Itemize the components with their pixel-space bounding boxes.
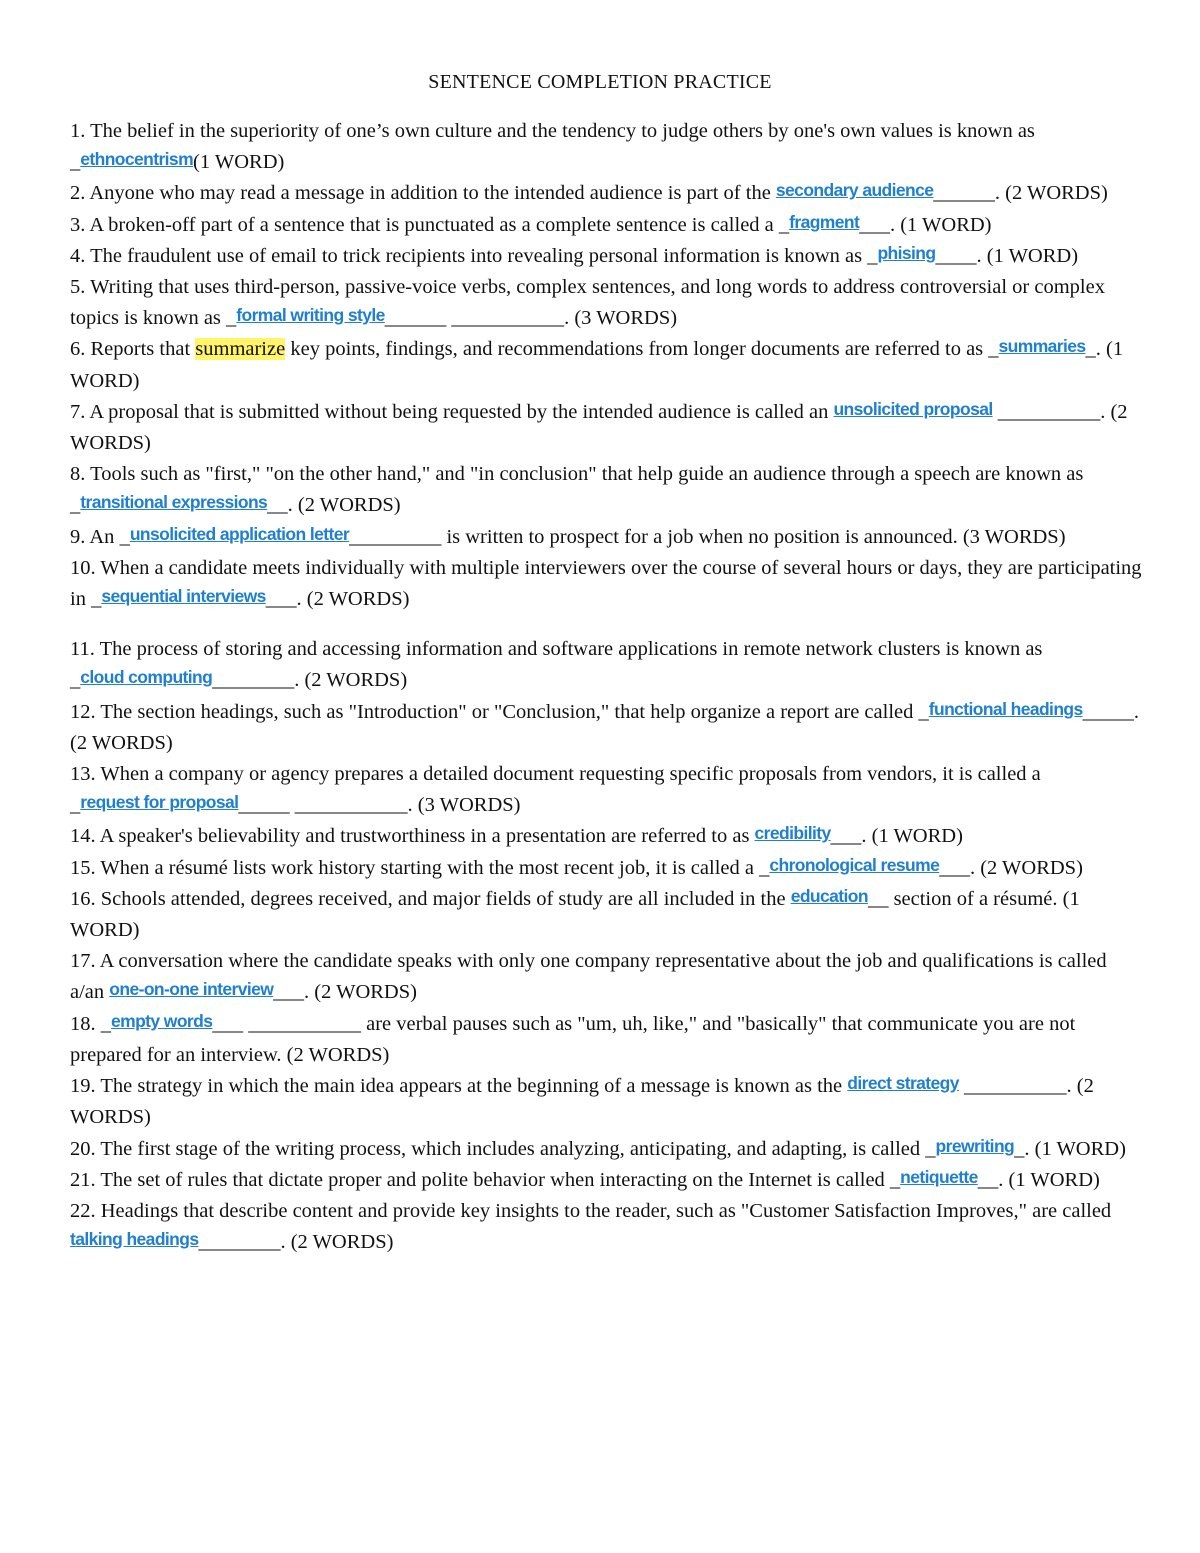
question-suffix: . (1 WORD) bbox=[998, 1168, 1100, 1191]
question-number: 8. bbox=[70, 463, 86, 486]
question-text: A proposal that is submitted without being requested by the intended audience is called an bbox=[89, 400, 834, 423]
question-suffix: are verbal pauses such as "um, uh, like," and "basically" that communicate you are not prepared for an interview. (2 WORDS) bbox=[70, 1012, 1076, 1066]
question-text: The set of rules that dictate proper and polite behavior when interacting on the Internet is called bbox=[100, 1168, 890, 1191]
answer-blank bbox=[100, 1010, 361, 1035]
answer-text: functional headings bbox=[928, 698, 1083, 719]
answer-text: fragment bbox=[789, 211, 860, 232]
blank-line: _ bbox=[918, 700, 929, 723]
question-suffix: . (1 WORD) bbox=[889, 213, 992, 236]
answer-blank bbox=[70, 494, 288, 516]
question-item bbox=[70, 178, 1145, 209]
question-text: When a company or agency prepares a detailed document requesting specific proposals from vendors, it is called a bbox=[100, 763, 1041, 786]
blank-line: _ bbox=[91, 588, 102, 611]
question-number: 17. bbox=[70, 950, 96, 973]
answer-blank bbox=[925, 1135, 1025, 1160]
answer-text: education bbox=[790, 885, 868, 906]
question-suffix: . (2 WORDS) bbox=[969, 856, 1083, 879]
question-item bbox=[70, 241, 1145, 272]
blank-line: _ bbox=[867, 244, 878, 267]
question-item bbox=[70, 116, 1145, 178]
answer-text: prewriting bbox=[935, 1135, 1015, 1156]
question-item bbox=[70, 459, 1145, 521]
question-suffix: . (3 WORDS) bbox=[407, 794, 521, 817]
question-suffix: . (1 WORD) bbox=[976, 244, 1079, 267]
question-text: When a résumé lists work history starting with the most recent job, it is called a bbox=[100, 856, 760, 879]
answer-text: chronological resume bbox=[769, 854, 940, 875]
question-suffix: . (2 WORDS) bbox=[70, 1075, 1094, 1129]
question-text: A speaker's believability and trustworthiness in a presentation are referred to as bbox=[99, 825, 755, 848]
question-number: 16. bbox=[70, 887, 96, 910]
answer-text: empty words bbox=[111, 1010, 213, 1031]
answer-text: secondary audience bbox=[775, 180, 934, 201]
question-suffix: . (1 WORD) bbox=[1024, 1137, 1126, 1160]
answer-blank bbox=[889, 1166, 999, 1191]
question-suffix: (1 WORD) bbox=[193, 151, 285, 174]
question-text: Schools attended, degrees received, and major fields of study are all included in the bbox=[100, 887, 791, 910]
answer-text: one-on-one interview bbox=[109, 979, 274, 1000]
question-number: 4. bbox=[70, 244, 86, 267]
question-suffix: . (2 WORDS) bbox=[994, 182, 1108, 205]
question-text: The strategy in which the main idea appears at the beginning of a message is known as the bbox=[100, 1075, 848, 1098]
answer-text: unsolicited proposal bbox=[833, 398, 993, 419]
answer-blank bbox=[790, 885, 889, 910]
blank-line: __ bbox=[977, 1168, 999, 1191]
answer-blank bbox=[778, 211, 890, 236]
answer-text: cloud computing bbox=[80, 667, 213, 688]
question-item bbox=[70, 272, 1145, 334]
blank-line: _____ bbox=[1082, 700, 1134, 723]
answer-blank bbox=[988, 338, 1096, 360]
blank-line: _ bbox=[70, 494, 81, 517]
question-number: 19. bbox=[70, 1075, 96, 1098]
question-number: 6. bbox=[70, 338, 86, 361]
answer-blank bbox=[847, 1075, 1066, 1097]
blank-line: ___ ___________ bbox=[212, 1012, 361, 1035]
blank-line: ___ bbox=[273, 981, 305, 1004]
answer-blank bbox=[109, 981, 304, 1003]
answer-text: sequential interviews bbox=[101, 586, 266, 607]
blank-line: _ bbox=[226, 307, 237, 330]
answer-blank bbox=[70, 669, 294, 691]
blank-line: _ bbox=[119, 525, 130, 548]
answer-text: phising bbox=[877, 242, 936, 263]
question-suffix: . (2 WORDS) bbox=[287, 494, 401, 517]
question-item bbox=[70, 821, 1145, 852]
blank-line: _ bbox=[70, 794, 81, 817]
question-suffix: is written to prospect for a job when no position is announced. (3 WORDS) bbox=[441, 525, 1066, 548]
question-text: A conversation where the candidate speaks with only one company representative about the job and qualifications is called a/an bbox=[70, 950, 1107, 1004]
blank-line: _ bbox=[1014, 1137, 1025, 1160]
question-text: When a candidate meets individually with multiple interviewers over the course of several hours or days, they are participating in bbox=[70, 556, 1142, 611]
answer-blank bbox=[918, 698, 1134, 723]
blank-line: _____ ___________ bbox=[238, 794, 408, 817]
blank-line: _ bbox=[988, 338, 999, 361]
question-text: The fraudulent use of email to trick recipients into revealing personal information is known as bbox=[90, 244, 868, 267]
blank-line: __________ bbox=[992, 400, 1101, 423]
answer-blank bbox=[70, 151, 193, 173]
blank-line: ________ bbox=[198, 1231, 281, 1254]
answer-text: summaries bbox=[998, 336, 1086, 357]
blank-line: ________ bbox=[212, 669, 295, 692]
question-text: Writing that uses third-person, passive-voice verbs, complex sentences, and long words to address controversial or complex topics is known as bbox=[70, 276, 1105, 330]
question-text: A broken-off part of a sentence that is punctuated as a complete sentence is called a bbox=[89, 213, 779, 236]
question-text: The section headings, such as "Introduction" or "Conclusion," that help organize a report are called bbox=[100, 700, 919, 723]
question-suffix: . (2 WORDS) bbox=[70, 700, 1140, 754]
answer-text: netiquette bbox=[900, 1166, 978, 1187]
question-number: 2. bbox=[70, 182, 86, 205]
question-list bbox=[70, 116, 1145, 1258]
question-number: 15. bbox=[70, 856, 96, 879]
blank-line: _ bbox=[889, 1168, 901, 1191]
blank-line: _ bbox=[70, 151, 81, 174]
answer-text: ethnocentrism bbox=[80, 149, 194, 170]
answer-blank bbox=[226, 307, 564, 329]
question-item bbox=[70, 1196, 1145, 1258]
blank-line: _ bbox=[70, 669, 81, 692]
question-number: 20. bbox=[70, 1137, 96, 1160]
blank-line: ___ bbox=[265, 588, 297, 611]
answer-text: formal writing style bbox=[236, 305, 385, 326]
answer-blank bbox=[833, 398, 1101, 423]
blank-line: ___ bbox=[830, 825, 862, 848]
question-number: 12. bbox=[70, 700, 96, 723]
question-item bbox=[70, 1134, 1145, 1165]
answer-blank bbox=[755, 825, 862, 847]
blank-line: _ bbox=[778, 213, 790, 236]
question-item bbox=[70, 697, 1145, 759]
question-item bbox=[70, 946, 1145, 1008]
question-item bbox=[70, 634, 1145, 696]
blank-line: _ bbox=[759, 856, 770, 879]
blank-line: ___ bbox=[859, 213, 890, 236]
question-text: The first stage of the writing process, which includes analyzing, anticipating, and adapting, is called bbox=[100, 1137, 926, 1160]
question-number: 11. bbox=[70, 638, 95, 661]
answer-text: unsolicited application letter bbox=[129, 523, 350, 544]
question-number: 14. bbox=[70, 825, 96, 848]
question-text: key points, findings, and recommendations from longer documents are referred to as bbox=[285, 338, 989, 361]
question-text: Reports that bbox=[90, 338, 196, 361]
question-number: 13. bbox=[70, 763, 96, 786]
question-item bbox=[70, 759, 1145, 821]
question-suffix: . (2 WORDS) bbox=[70, 400, 1128, 455]
question-item bbox=[70, 553, 1145, 615]
question-suffix: . (2 WORDS) bbox=[304, 981, 417, 1004]
answer-blank bbox=[119, 523, 442, 548]
question-number: 18. bbox=[70, 1012, 96, 1035]
answer-blank bbox=[91, 588, 296, 610]
blank-line: __ bbox=[867, 887, 889, 910]
blank-line: _ bbox=[1085, 338, 1096, 361]
question-item bbox=[70, 853, 1145, 884]
answer-text: request for proposal bbox=[80, 792, 239, 813]
question-text: Headings that describe content and provide key insights to the reader, such as "Customer Satisfaction Improves," are called bbox=[100, 1199, 1112, 1222]
question-item bbox=[70, 397, 1145, 459]
question-item bbox=[70, 334, 1145, 396]
question-text: The process of storing and accessing information and software applications in remote network clusters is known as bbox=[99, 638, 1043, 661]
answer-blank bbox=[759, 854, 970, 879]
question-item bbox=[70, 522, 1145, 553]
question-number: 7. bbox=[70, 400, 86, 423]
blank-line: ____ bbox=[935, 244, 977, 267]
blank-line: _ bbox=[925, 1137, 936, 1160]
question-item bbox=[70, 1165, 1145, 1196]
blank-line: __ bbox=[267, 494, 288, 517]
answer-text: direct strategy bbox=[847, 1073, 959, 1094]
answer-text: talking headings bbox=[70, 1229, 199, 1250]
question-suffix: . (2 WORDS) bbox=[280, 1231, 394, 1254]
blank-line: _ bbox=[100, 1012, 111, 1035]
answer-text: transitional expressions bbox=[80, 492, 268, 513]
question-suffix: . (1 WORD) bbox=[70, 338, 1124, 392]
answer-blank bbox=[867, 242, 977, 267]
question-text: An bbox=[89, 525, 120, 548]
question-item bbox=[70, 884, 1145, 946]
question-item bbox=[70, 210, 1145, 241]
question-number: 1. bbox=[70, 120, 86, 142]
question-number: 22. bbox=[70, 1199, 96, 1222]
blank-line: __________ bbox=[958, 1075, 1067, 1098]
question-number: 5. bbox=[70, 276, 86, 299]
question-text: Tools such as "first," "on the other hand," and "in conclusion" that help guide an audience through a speech are known as bbox=[90, 463, 1084, 486]
question-item bbox=[70, 1009, 1145, 1071]
question-number: 10. bbox=[70, 556, 96, 579]
question-suffix: . (1 WORD) bbox=[861, 825, 963, 848]
question-text: Anyone who may read a message in addition to the intended audience is part of the bbox=[89, 182, 776, 205]
question-number: 9. bbox=[70, 525, 86, 548]
question-suffix: section of a résumé. (1 WORD) bbox=[70, 887, 1080, 942]
question-suffix: . (2 WORDS) bbox=[296, 588, 410, 611]
page-title: SENTENCE COMPLETION PRACTICE bbox=[428, 71, 772, 93]
question-number: 3. bbox=[70, 213, 86, 236]
answer-text: credibility bbox=[754, 823, 831, 844]
blank-line: _________ bbox=[349, 525, 442, 548]
question-item bbox=[70, 1071, 1145, 1133]
question-number: 21. bbox=[70, 1168, 96, 1191]
answer-blank bbox=[70, 794, 408, 816]
blank-line: ______ bbox=[933, 182, 995, 205]
answer-blank bbox=[70, 1231, 280, 1253]
answer-blank bbox=[776, 182, 995, 204]
blank-line: ______ ___________ bbox=[384, 307, 565, 330]
blank-line: ___ bbox=[939, 856, 970, 879]
question-text: The belief in the superiority of one’s own culture and the tendency to judge others by one's own values is known as bbox=[90, 120, 1035, 142]
question-suffix: . (2 WORDS) bbox=[294, 669, 408, 692]
highlighted-word: summarize bbox=[195, 338, 286, 361]
question-suffix: . (3 WORDS) bbox=[564, 307, 678, 330]
